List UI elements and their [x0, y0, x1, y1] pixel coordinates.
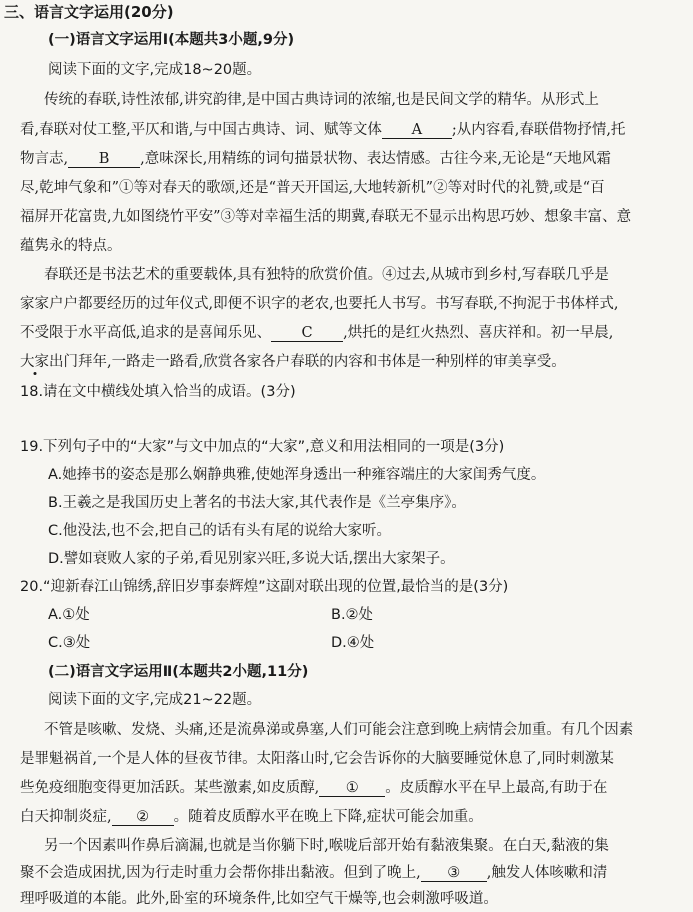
blank-2: ②: [112, 809, 174, 826]
read-instruction-1: 阅读下面的文字,完成18~20题。: [48, 62, 262, 78]
text-segment: ,意味深长,用精练的词句描景状物、表达情感。古往今来,无论是“天地风霜: [140, 151, 611, 167]
text-segment: 白天抑制炎症,: [20, 809, 112, 825]
question-18: 18.请在文中横线处填入恰当的成语。(3分): [20, 384, 296, 400]
passage2-line: 春联还是书法艺术的重要载体,具有独特的欣赏价值。④过去,从城市到乡村,写春联几乎是: [44, 267, 609, 283]
blank-a: A: [382, 122, 452, 139]
text-segment: 物言志,: [20, 151, 69, 167]
passage3-line: [20, 778, 607, 798]
text-segment: 。随着皮质醇水平在晚上下降,症状可能会加重。: [173, 809, 483, 825]
passage3-line: [20, 807, 483, 827]
text-segment: 看,春联对仗工整,平仄和谐,与中国古典诗、词、赋等文体: [20, 122, 382, 138]
section-title: 三、语言文字运用(20分): [4, 3, 174, 21]
text-segment: 不受限于水平高低,追求的是喜闻乐见、: [20, 325, 272, 341]
q20-option: C.③处: [48, 635, 91, 651]
q19-option: C.他没法,也不会,把自己的话有头有尾的说给大家听。: [48, 523, 391, 539]
q20-option: B.②处: [331, 607, 374, 623]
passage2-line: 家家户户都要经历的过年仪式,即便不识字的老农,也要托人书写。书写春联,不拘泥于书体样式,: [20, 296, 619, 312]
q20-option: A.①处: [48, 607, 90, 623]
passage1-line: 福屏开花富贵,九如图绕竹平安”③等对幸福生活的期冀,春联无不显示出构思巧妙、想象丰富、意: [20, 209, 632, 225]
text-segment: ,触发人体咳嗽和清: [486, 865, 608, 881]
dotted-word-dajia: 大家: [20, 354, 49, 370]
q19-option: B.王羲之是我国历史上著名的书法大家,其代表作是《兰亭集序》。: [48, 495, 466, 511]
passage1-line: 尽,乾坤气象和”①等对春天的歌颂,还是“普天开国运,大地转新机”②等对时代的礼赞,或是“百: [20, 180, 605, 196]
passage1-line: 传统的春联,诗性浓郁,讲究韵律,是中国古典诗词的浓缩,也是民间文学的精华。从形式上: [44, 92, 599, 108]
q19-option: D.譬如衰败人家的子弟,看见别家兴旺,多说大话,摆出大家架子。: [48, 551, 455, 567]
passage3-line: 是罪魁祸首,一个是人体的昼夜节律。太阳落山时,它会告诉你的大脑要睡觉休息了,同时刺激某: [20, 751, 614, 767]
part1-title: (一)语言文字运用Ⅰ(本题共3小题,9分): [48, 32, 295, 48]
question-20: 20.“迎新春江山锦绣,辞旧岁事泰辉煌”这副对联出现的位置,最恰当的是(3分): [20, 579, 509, 595]
text-segment: 些免疫细胞变得更加活跃。某些激素,如皮质醇,: [20, 780, 320, 796]
read-instruction-2: 阅读下面的文字,完成21~22题。: [48, 692, 262, 708]
passage1-line: 蕴隽永的特点。: [20, 238, 122, 254]
blank-b: B: [68, 151, 140, 168]
passage4-line: 理呼吸道的本能。此外,卧室的环境条件,比如空气干燥等,也会刺激呼吸道。: [20, 891, 498, 907]
blank-1: ①: [319, 780, 385, 797]
q19-option: A.她捧书的姿态是那么娴静典雅,使她浑身透出一种雍容端庄的大家闺秀气度。: [48, 467, 546, 483]
passage2-line: [20, 352, 566, 372]
part2-title: (二)语言文字运用Ⅱ(本题共2小题,11分): [48, 664, 309, 680]
text-segment: 聚不会造成困扰,因为行走时重力会帮你排出黏液。但到了晚上,: [20, 865, 421, 881]
passage3-line: 不管是咳嗽、发烧、头痛,还是流鼻涕或鼻塞,人们可能会注意到晚上病情会加重。有几个因素: [44, 722, 634, 738]
q20-options-row: [48, 605, 648, 625]
blank-c: C: [271, 325, 343, 342]
blank-3: ③: [421, 865, 487, 882]
text-segment: 出门拜年,一路走一路看,欣赏各家各户春联的内容和书体是一种别样的审美享受。: [49, 354, 566, 370]
passage4-line: 另一个因素叫作鼻后滴漏,也就是当你躺下时,喉咙后部开始有黏液集聚。在白天,黏液的集: [44, 838, 609, 854]
question-19: 19.下列句子中的“大家”与文中加点的“大家”,意义和用法相同的一项是(3分): [20, 439, 505, 455]
text-segment: ,烘托的是红火热烈、喜庆祥和。初一早晨,: [343, 325, 614, 341]
q20-option: D.④处: [331, 635, 375, 651]
passage4-line: [20, 863, 607, 883]
q20-options-row: [48, 633, 648, 653]
passage1-line: [20, 149, 611, 169]
text-segment: 。皮质醇水平在早上最高,有助于在: [385, 780, 608, 796]
text-segment: ;从内容看,春联借物抒情,托: [451, 122, 626, 138]
passage1-line: [20, 120, 625, 140]
passage2-line: [20, 323, 613, 343]
